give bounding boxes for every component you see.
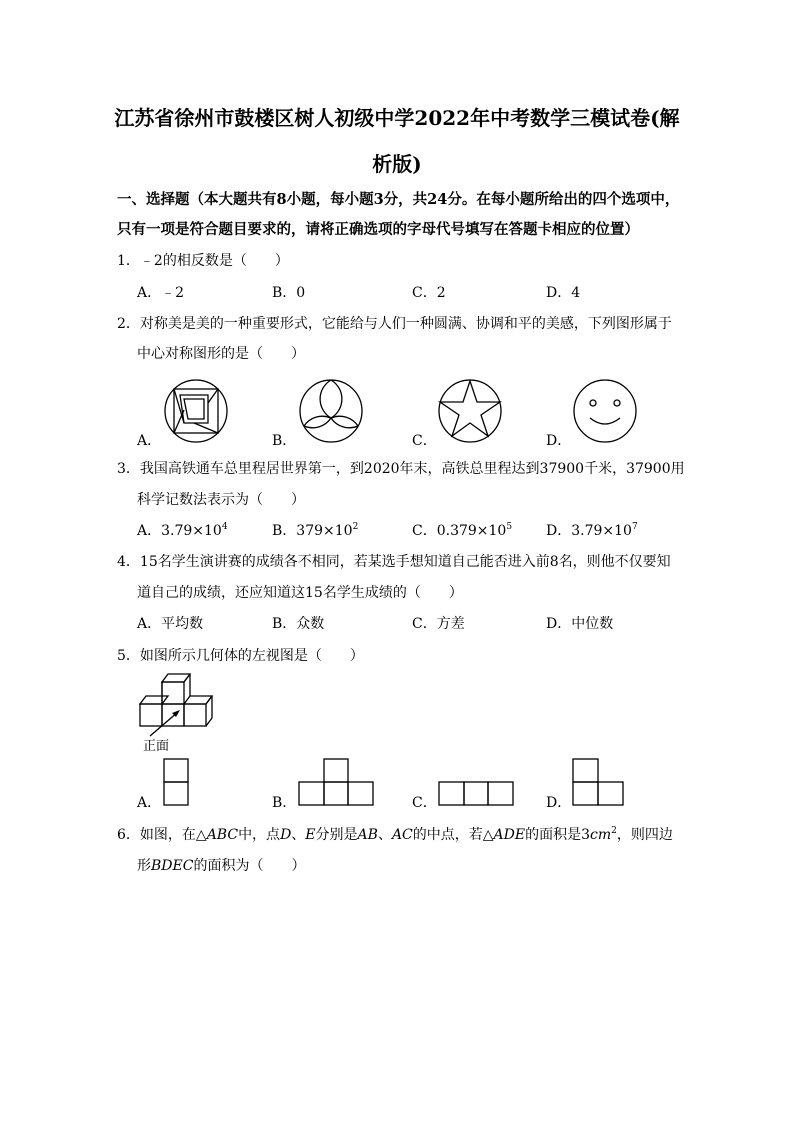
q1-option-a: A．﹣2	[137, 285, 185, 301]
q4-option-c: C．方差	[412, 616, 465, 632]
q5-figure-a	[163, 758, 189, 806]
page-title-line1: 江苏省徐州市鼓楼区树人初级中学2022年中考数学三模试卷(解	[114, 106, 680, 130]
section-heading-line2: 只有一项是符合题目要求的，请将正确选项的字母代号填写在答题卡相应的位置）	[117, 221, 639, 238]
q5-stem: 5．如图所示几何体的左视图是（ ）	[117, 648, 364, 664]
q2-stem-line1: 2．对称美是美的一种重要形式，它能给与人们一种圆满、协调和平的美感，下列图形属于	[117, 316, 672, 332]
page-title-line2: 析版)	[372, 152, 422, 176]
q5-figure-d	[572, 758, 624, 806]
q1-option-b: B．0	[272, 285, 306, 301]
q1-option-d: D．4	[546, 285, 581, 301]
q5-figure-c	[438, 781, 514, 806]
q5-option-c: C．	[412, 795, 437, 811]
q2-figure-a	[163, 378, 229, 444]
q3-option-b: B．$379\times 10^2$	[272, 522, 359, 539]
q5-figure-b	[298, 758, 374, 806]
q5-option-b: B．	[272, 795, 297, 811]
q5-option-d: D．	[546, 795, 572, 811]
q5-arrow-icon	[140, 700, 190, 740]
q3-option-c: C．$0.379\times 10^5$	[412, 522, 513, 539]
q6-stem-line1: 6．如图，在△ABC中，点D、E分别是AB、AC的中点，若△ADE的面积是$3cm^2$，则四边	[117, 826, 673, 843]
q1-stem: 1．﹣2的相反数是（ ）	[117, 253, 289, 269]
q6-stem-line2: 形BDEC的面积为（ ）	[137, 858, 306, 874]
section-heading-line1: 一、选择题（本大题共有8小题，每小题3分，共24分。在每小题所给出的四个选项中，	[117, 191, 680, 208]
q5-front-label: 正面	[143, 739, 170, 754]
q4-stem-line1: 4．15名学生演讲赛的成绩各不相同，若某选手想知道自己能否进入前8名，则他不仅要知	[117, 554, 671, 570]
q2-option-c: C．	[412, 433, 437, 449]
q2-option-d: D．	[546, 433, 572, 449]
q5-option-a: A．	[137, 795, 162, 811]
q4-option-d: D．中位数	[546, 616, 614, 632]
q2-stem-line2: 中心对称图形的是（ ）	[137, 346, 305, 362]
q2-figure-b	[298, 378, 364, 444]
q3-stem-line1: 3．我国高铁通车总里程居世界第一，到2020年末，高铁总里程达到37900千米，37900用	[117, 461, 685, 477]
q2-figure-c	[437, 378, 503, 444]
q2-option-a: A．	[137, 433, 162, 449]
q4-option-b: B．众数	[272, 616, 325, 632]
q4-option-a: A．平均数	[137, 616, 204, 632]
q4-stem-line2: 道自己的成绩，还应知道这15名学生成绩的（ ）	[137, 585, 463, 601]
q3-option-d: D．$3.79\times 10^7$	[546, 522, 638, 539]
q3-stem-line2: 科学记数法表示为（ ）	[137, 492, 305, 508]
q2-option-b: B．	[272, 433, 297, 449]
q3-option-a: A．$3.79\times 10^4$	[137, 522, 228, 539]
q2-figure-d	[572, 378, 638, 444]
q1-option-c: C．2	[412, 285, 446, 301]
